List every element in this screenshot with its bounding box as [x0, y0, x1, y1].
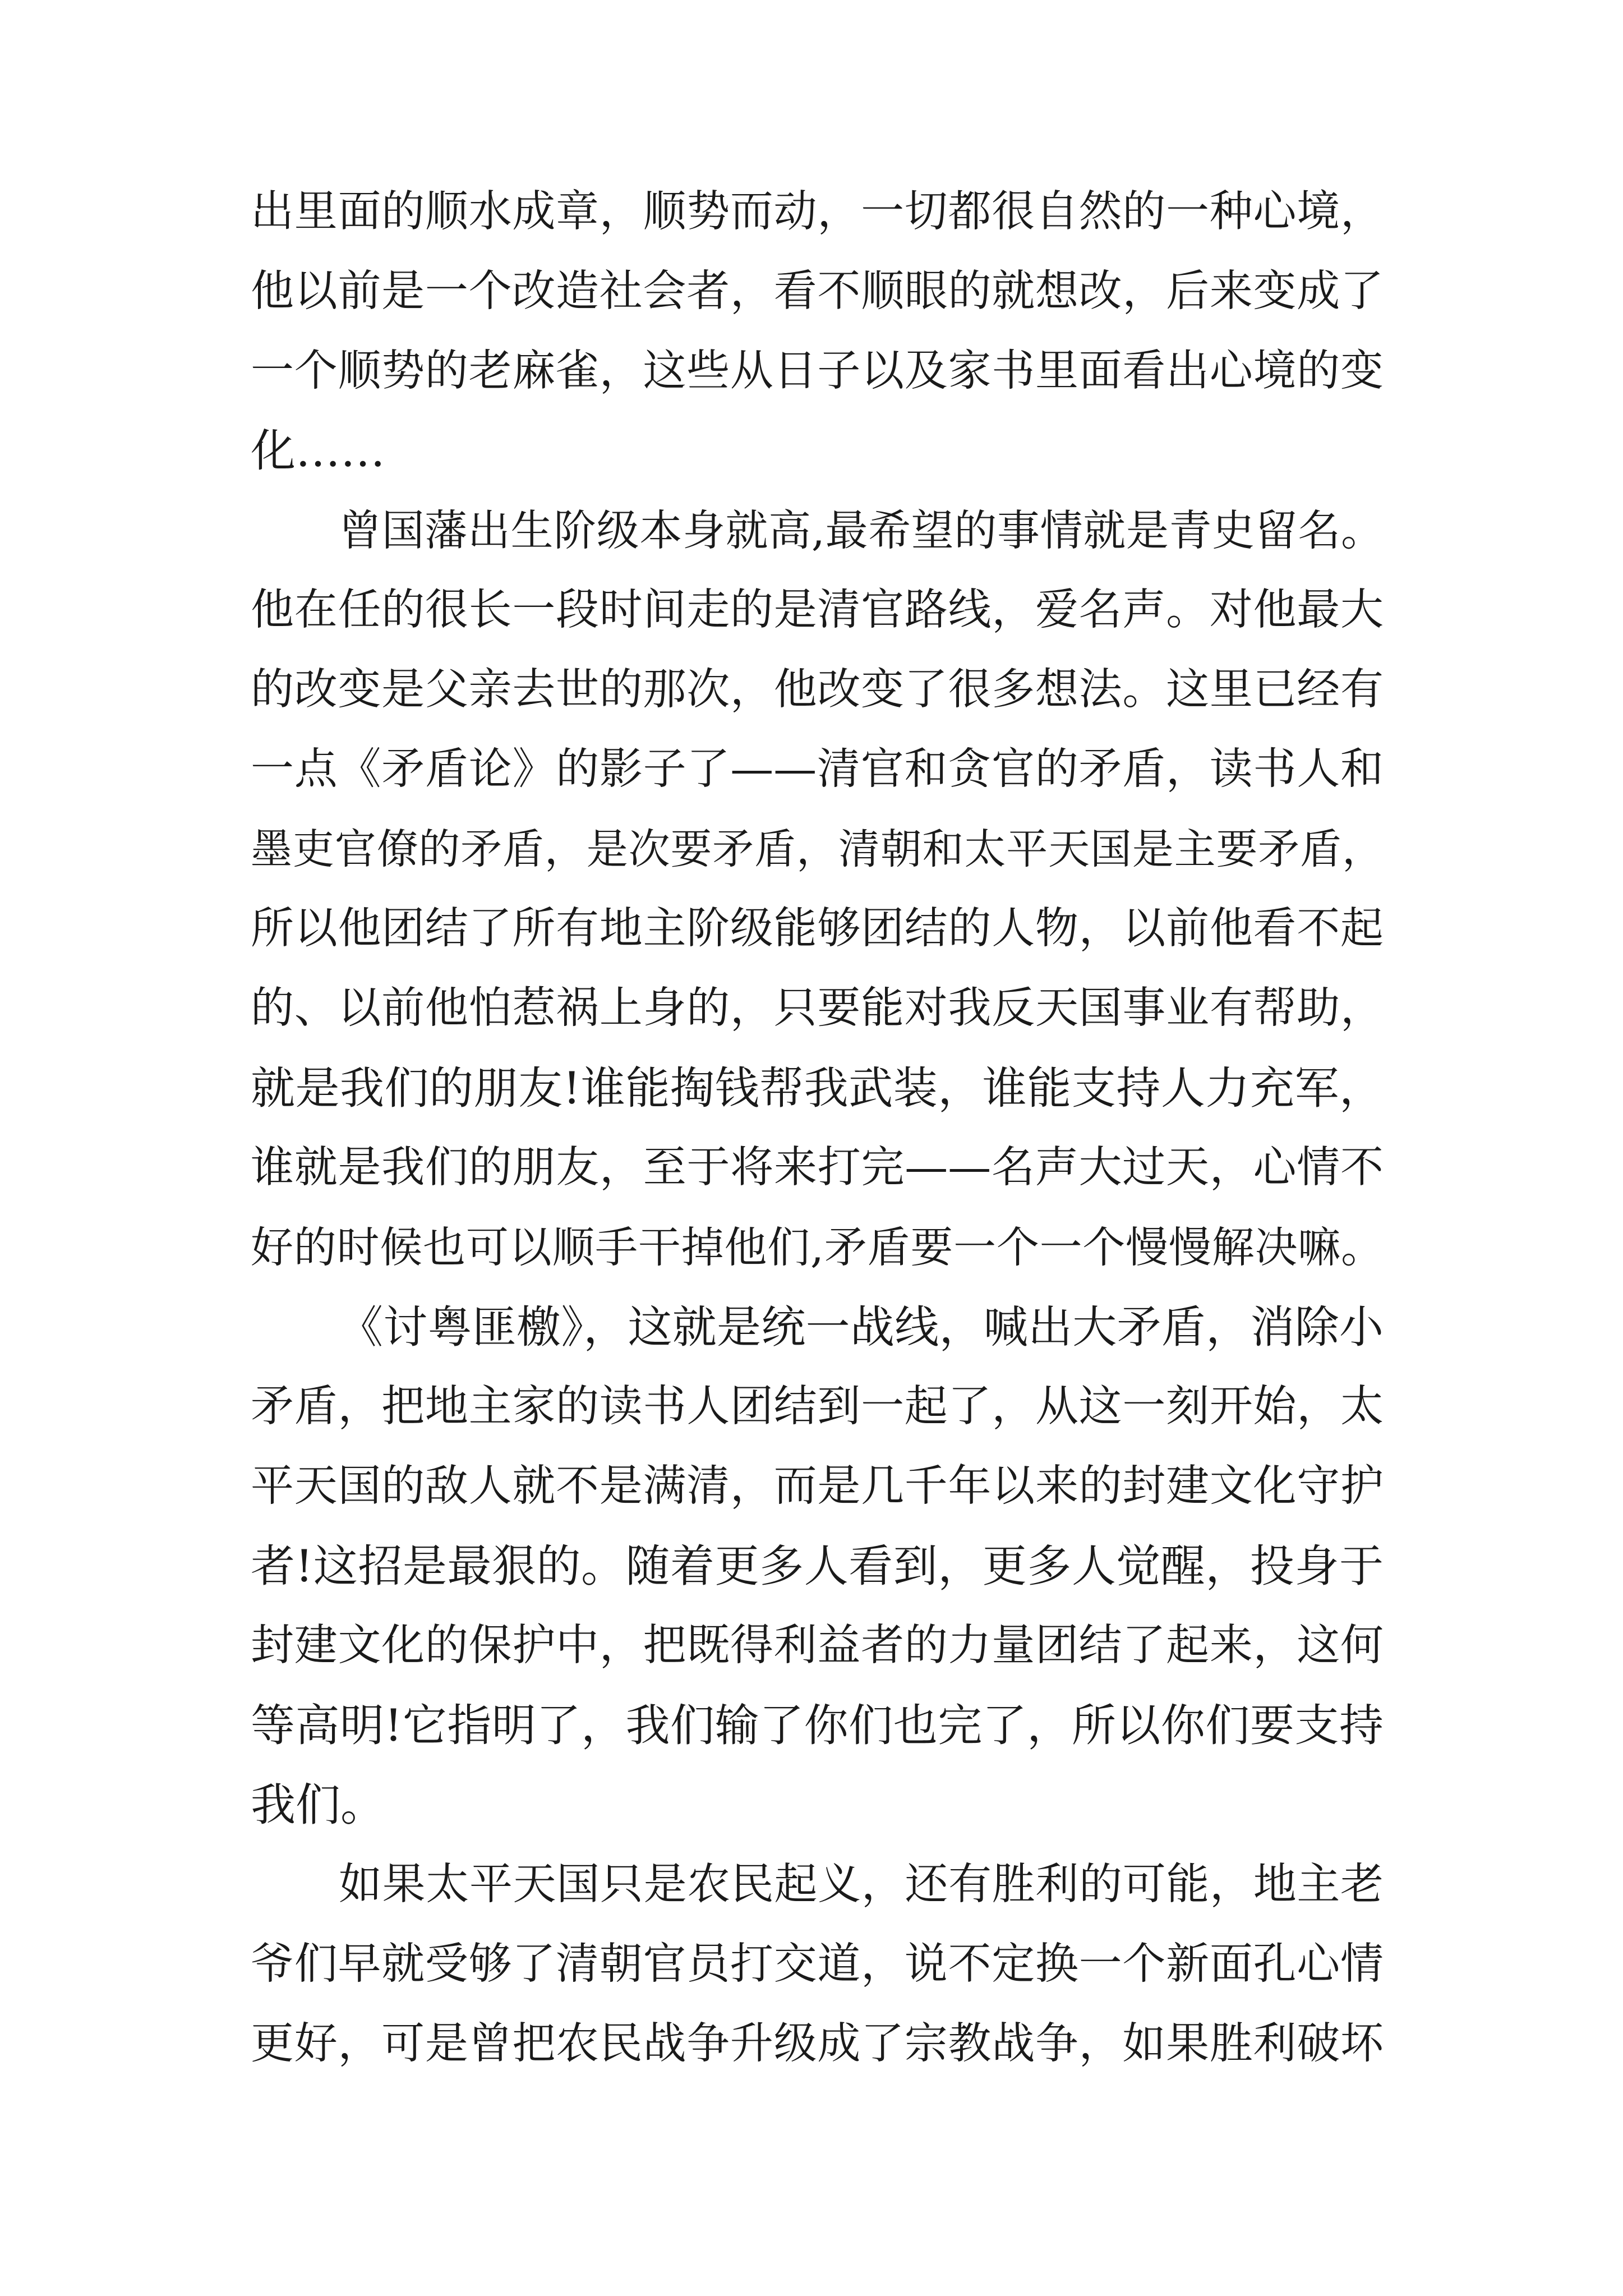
text-line: 就是我们的朋友!谁能掏钱帮我武装，谁能支持人力充军，	[251, 1062, 1384, 1114]
text-line: 谁就是我们的朋友，至于将来打完——名声大过天，心情不	[251, 1143, 1384, 1193]
text-line: 的改变是父亲去世的那次，他改变了很多想法。这里已经有	[251, 665, 1384, 715]
text-line: 好的时候也可以顺手干掉他们,矛盾要一个一个慢慢解决嘛。	[251, 1222, 1384, 1272]
text-line: 《讨粤匪檄》，这就是统一战线，喊出大矛盾，消除小	[339, 1301, 1384, 1353]
text-line: 矛盾，把地主家的读书人团结到一起了，从这一刻开始，太	[251, 1382, 1384, 1432]
text-line: 爷们早就受够了清朝官员打交道，说不定换一个新面孔心情	[251, 1939, 1384, 1989]
text-line: 平天国的敌人就不是满清，而是几千年以来的封建文化守护	[251, 1461, 1384, 1511]
text-line: 他在任的很长一段时间走的是清官路线，爱名声。对他最大	[251, 585, 1384, 635]
text-line: 者!这招是最狠的。随着更多人看到，更多人觉醒，投身于	[251, 1540, 1384, 1592]
text-line: 封建文化的保护中，把既得利益者的力量团结了起来，这何	[251, 1621, 1384, 1671]
text-line: 出里面的顺水成章，顺势而动，一切都很自然的一种心境，	[251, 187, 1384, 237]
text-line: 更好，可是曾把农民战争升级成了宗教战争，如果胜利破坏	[251, 2019, 1384, 2069]
text-line: 曾国藩出生阶级本身就高,最希望的事情就是青史留名。	[339, 505, 1384, 555]
text-line: 的、以前他怕惹祸上身的，只要能对我反天国事业有帮助，	[251, 983, 1384, 1033]
text-line: 所以他团结了所有地主阶级能够团结的人物，以前他看不起	[251, 904, 1384, 954]
text-line: 如果太平天国只是农民起义，还有胜利的可能，地主老	[339, 1860, 1384, 1910]
text-line: 等高明!它指明了，我们输了你们也完了，所以你们要支持	[251, 1700, 1384, 1751]
text-line: 墨吏官僚的矛盾，是次要矛盾，清朝和太平天国是主要矛盾，	[251, 825, 1384, 873]
text-line: 我们。	[251, 1779, 385, 1831]
text-line: 他以前是一个改造社会者，看不顺眼的就想改，后来变成了	[251, 266, 1384, 316]
text-line: 一点《矛盾论》的影子了——清官和贪官的矛盾，读书人和	[251, 744, 1384, 794]
text-line: 一个顺势的老麻雀，这些从日子以及家书里面看出心境的变	[251, 346, 1384, 396]
text-line: 化……	[251, 425, 385, 477]
